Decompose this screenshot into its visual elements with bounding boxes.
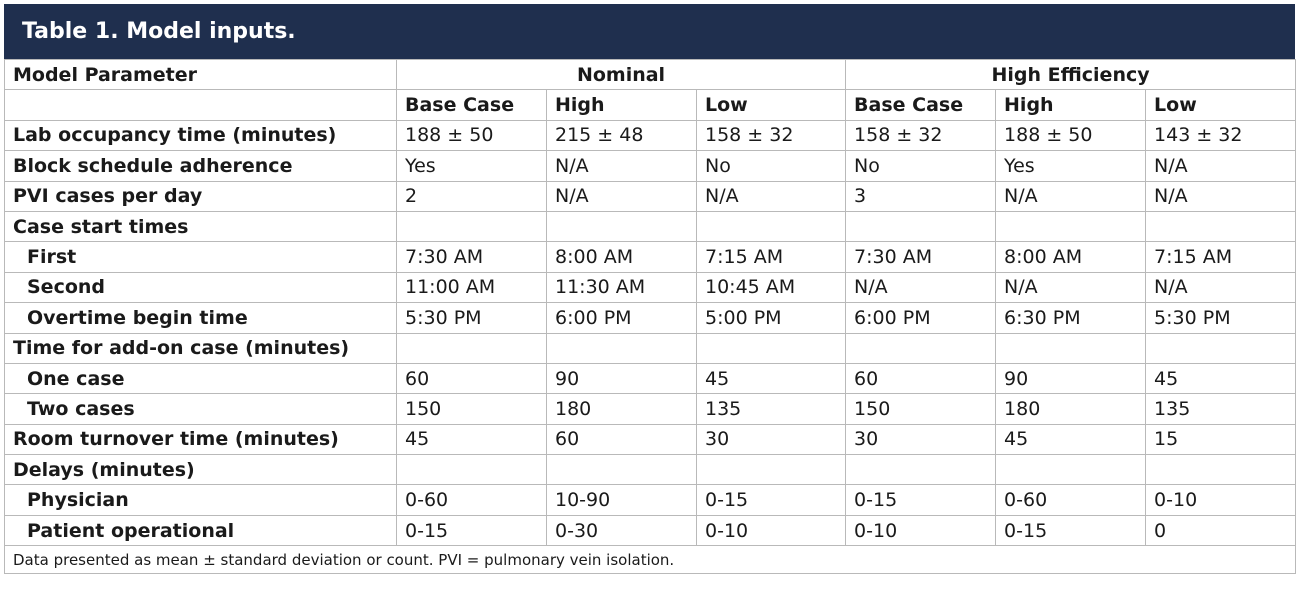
table-cell: 0-60	[996, 485, 1146, 515]
table-cell: 2	[397, 181, 547, 211]
table-cell: 7:30 AM	[397, 242, 547, 272]
row-label: Case start times	[5, 211, 397, 241]
row-label: One case	[5, 363, 397, 393]
table-cell: 15	[1146, 424, 1296, 454]
table-cell	[547, 333, 697, 363]
table-cell: 0-10	[697, 515, 846, 545]
table-cell: 90	[996, 363, 1146, 393]
table-cell: 143 ± 32	[1146, 120, 1296, 150]
row-label: PVI cases per day	[5, 181, 397, 211]
table-row	[5, 455, 1296, 485]
subheader-nominal-base-case: Base Case	[397, 90, 547, 120]
table-cell: 6:00 PM	[547, 303, 697, 333]
row-label: First	[5, 242, 397, 272]
table-cell: N/A	[996, 272, 1146, 302]
table-row	[5, 181, 1296, 211]
subheader-nominal-high: High	[547, 90, 697, 120]
table-cell: 180	[547, 394, 697, 424]
table-cell: N/A	[1146, 181, 1296, 211]
table-cell: N/A	[547, 151, 697, 181]
table-row	[5, 303, 1296, 333]
table-cell: 8:00 AM	[547, 242, 697, 272]
table-cell	[697, 333, 846, 363]
table-cell: 0-15	[697, 485, 846, 515]
table-cell: 0-15	[397, 515, 547, 545]
table-cell: 0-30	[547, 515, 697, 545]
table-cell: 45	[1146, 363, 1296, 393]
table-cell: N/A	[996, 181, 1146, 211]
table-cell	[996, 211, 1146, 241]
table-cell	[996, 455, 1146, 485]
table-row	[5, 151, 1296, 181]
table-cell	[397, 455, 547, 485]
table-cell: 60	[397, 363, 547, 393]
table-cell: 158 ± 32	[697, 120, 846, 150]
row-label: Overtime begin time	[5, 303, 397, 333]
table-cell: 30	[697, 424, 846, 454]
row-label: Physician	[5, 485, 397, 515]
table-cell: 5:30 PM	[397, 303, 547, 333]
table-cell	[547, 455, 697, 485]
table-cell: N/A	[1146, 151, 1296, 181]
table-cell	[846, 211, 996, 241]
table-cell: 3	[846, 181, 996, 211]
table-cell: Yes	[397, 151, 547, 181]
table-row	[5, 485, 1296, 515]
group-header-row	[5, 60, 1296, 90]
table-cell: 45	[996, 424, 1146, 454]
table-cell: 11:00 AM	[397, 272, 547, 302]
table-cell: 5:00 PM	[697, 303, 846, 333]
table-cell: 90	[547, 363, 697, 393]
table-cell: 7:30 AM	[846, 242, 996, 272]
table-row	[5, 120, 1296, 150]
table-cell: N/A	[1146, 272, 1296, 302]
table-cell: 6:30 PM	[996, 303, 1146, 333]
table-cell: 5:30 PM	[1146, 303, 1296, 333]
table-cell: 8:00 AM	[996, 242, 1146, 272]
row-label: Patient operational	[5, 515, 397, 545]
model-inputs-table	[4, 59, 1296, 574]
table-cell: 0-10	[846, 515, 996, 545]
row-label: Room turnover time (minutes)	[5, 424, 397, 454]
table-cell: 150	[846, 394, 996, 424]
table-cell: 135	[1146, 394, 1296, 424]
subheader-nominal-low: Low	[697, 90, 846, 120]
table-cell: Yes	[996, 151, 1146, 181]
footnote-row	[5, 546, 1296, 574]
row-label: Block schedule adherence	[5, 151, 397, 181]
table-footnote: Data presented as mean ± standard deviation or count. PVI = pulmonary vein isolation.	[5, 546, 1296, 574]
row-label: Lab occupancy time (minutes)	[5, 120, 397, 150]
table-cell: 11:30 AM	[547, 272, 697, 302]
table-cell	[1146, 333, 1296, 363]
table-row	[5, 515, 1296, 545]
subheader-efficiency-base-case: Base Case	[846, 90, 996, 120]
table-row	[5, 394, 1296, 424]
table-cell: 60	[547, 424, 697, 454]
table-cell: 30	[846, 424, 996, 454]
table-cell: No	[697, 151, 846, 181]
table-cell: 10:45 AM	[697, 272, 846, 302]
table-cell: 0-15	[846, 485, 996, 515]
table-cell	[697, 211, 846, 241]
table-cell: 10-90	[547, 485, 697, 515]
table-cell	[846, 333, 996, 363]
header-model-parameter: Model Parameter	[5, 60, 397, 90]
table-cell: N/A	[697, 181, 846, 211]
table-row	[5, 211, 1296, 241]
table-title-bar	[4, 4, 1295, 59]
table-cell	[697, 455, 846, 485]
table-row	[5, 242, 1296, 272]
table-cell: 7:15 AM	[697, 242, 846, 272]
table-cell: 0-15	[996, 515, 1146, 545]
table-cell	[1146, 211, 1296, 241]
table-cell: 188 ± 50	[996, 120, 1146, 150]
header-nominal: Nominal	[397, 60, 846, 90]
table-row	[5, 272, 1296, 302]
table-cell: No	[846, 151, 996, 181]
table-cell: 215 ± 48	[547, 120, 697, 150]
table-cell: N/A	[846, 272, 996, 302]
table-cell: 45	[397, 424, 547, 454]
table-cell: 6:00 PM	[846, 303, 996, 333]
table-cell: N/A	[547, 181, 697, 211]
table-cell: 45	[697, 363, 846, 393]
table-cell: 0-60	[397, 485, 547, 515]
table-cell: 7:15 AM	[1146, 242, 1296, 272]
subheader-row	[5, 90, 1296, 120]
table-cell: 60	[846, 363, 996, 393]
table-cell	[1146, 455, 1296, 485]
table-cell: 158 ± 32	[846, 120, 996, 150]
row-label: Second	[5, 272, 397, 302]
table-cell	[397, 333, 547, 363]
table-row	[5, 363, 1296, 393]
table-cell: 150	[397, 394, 547, 424]
table-row	[5, 424, 1296, 454]
table-cell: 0-10	[1146, 485, 1296, 515]
row-label: Delays (minutes)	[5, 455, 397, 485]
table-row	[5, 333, 1296, 363]
subheader-empty	[5, 90, 397, 120]
table-cell	[996, 333, 1146, 363]
header-high-efficiency: High Efficiency	[846, 60, 1296, 90]
row-label: Two cases	[5, 394, 397, 424]
table-cell	[397, 211, 547, 241]
subheader-efficiency-high: High	[996, 90, 1146, 120]
model-inputs-table-container	[4, 4, 1295, 574]
row-label: Time for add-on case (minutes)	[5, 333, 397, 363]
table-cell	[846, 455, 996, 485]
table-cell: 180	[996, 394, 1146, 424]
table-cell: 135	[697, 394, 846, 424]
table-title: Table 1. Model inputs.	[22, 19, 296, 44]
table-cell: 188 ± 50	[397, 120, 547, 150]
table-cell: 0	[1146, 515, 1296, 545]
subheader-efficiency-low: Low	[1146, 90, 1296, 120]
table-cell	[547, 211, 697, 241]
